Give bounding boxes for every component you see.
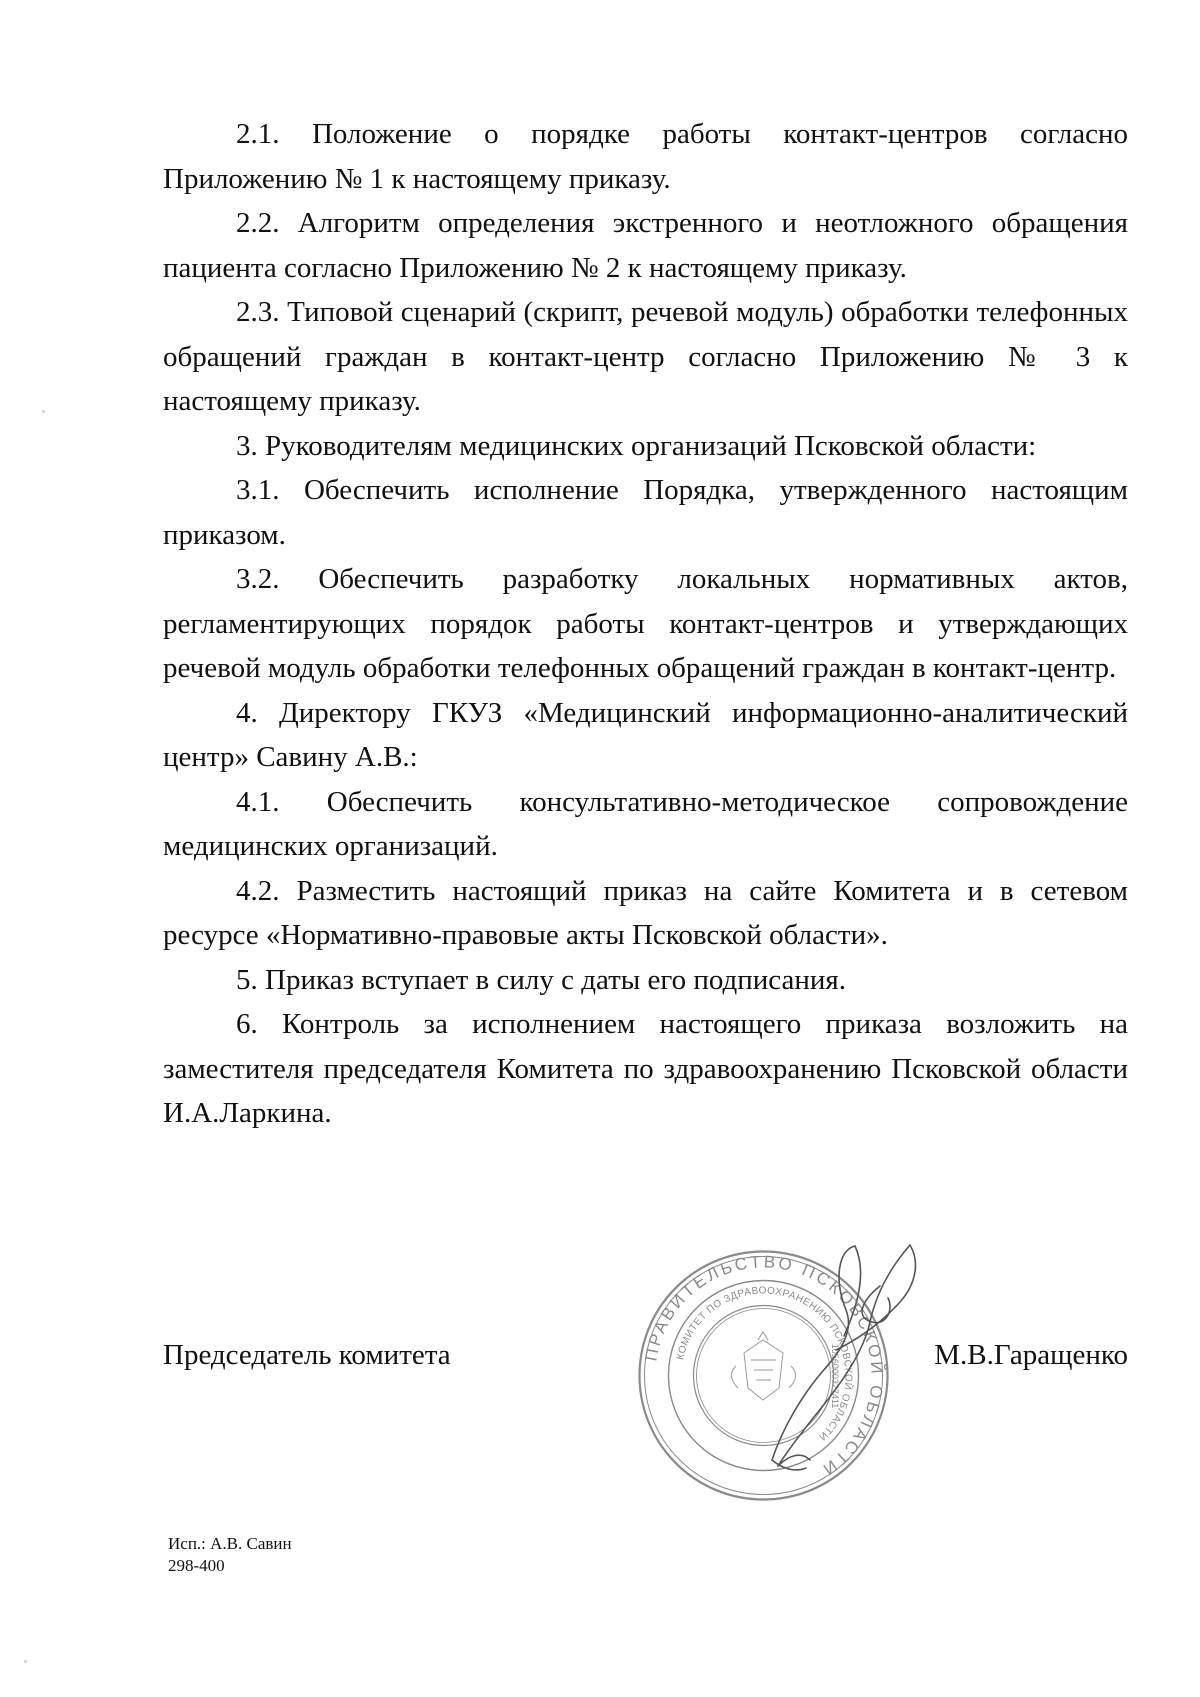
paragraph-3-1: 3.1. Обеспечить исполнение Порядка, утвержденного настоящим приказом. [163, 474, 1128, 551]
scan-speck [42, 410, 45, 413]
paragraph-3-2: 3.2. Обеспечить разработку локальных нормативных актов, регламентирующих порядок работы контакт-центров и утверждающих речевой модуль обработки телефонных обращений граждан в контакт-центр. [163, 563, 1128, 684]
paragraph-2-3: 2.3. Типовой сценарий (скрипт, речевой модуль) обработки телефонных обращений граждан в контакт-центр согласно Приложению № 3 к настоящему приказу. [163, 296, 1128, 417]
paragraph-5: 5. Приказ вступает в силу с даты его подписания. [236, 963, 847, 996]
document-body [163, 112, 1128, 1136]
signature-block [163, 1333, 1128, 1377]
paragraph-4-1: 4.1. Обеспечить консультативно-методическое сопровождение медицинских организаций. [163, 785, 1128, 862]
executor-phone: 298-400 [168, 1556, 225, 1575]
paragraph-4-2: 4.2. Разместить настоящий приказ на сайте Комитета и в сетевом ресурсе «Нормативно-правовые акты Псковской области». [163, 874, 1128, 951]
paragraph-4: 4. Директору ГКУЗ «Медицинский информационно-аналитический центр» Савину А.В.: [163, 696, 1128, 773]
paragraph-3: 3. Руководителям медицинских организаций Псковской области: [236, 429, 1037, 462]
signatory-name: М.В.Гаращенко [934, 1339, 1128, 1371]
paragraph-2-2: 2.2. Алгоритм определения экстренного и неотложного обращения пациента согласно Приложению № 2 к настоящему приказу. [163, 207, 1128, 284]
executor-name: Исп.: А.В. Савин [168, 1534, 292, 1553]
signatory-title: Председатель комитета [163, 1339, 451, 1371]
svg-text:ПРАВИТЕЛЬСТВО ПСКОВСКОЙ ОБЛАСТ: ПРАВИТЕЛЬСТВО ПСКОВСКОЙ ОБЛАСТИ [641, 1252, 887, 1481]
svg-text:1056000327411: 1056000327411 [830, 1343, 840, 1409]
paragraph-2-1: 2.1. Положение о порядке работы контакт-центров согласно Приложению № 1 к настоящему приказу. [163, 118, 1128, 195]
scan-speck [24, 1660, 27, 1663]
paragraph-6: 6. Контроль за исполнением настоящего приказа возложить на заместителя председателя Комитета по здравоохранению Псковской области И.А.Ларкина. [163, 1008, 1128, 1129]
executor-info [168, 1533, 292, 1577]
svg-text:КОМИТЕТ ПО ЗДРАВООХРАНЕНИЮ ПСК: КОМИТЕТ ПО ЗДРАВООХРАНЕНИЮ ПСКОВСКОЙ ОБЛАСТИ [675, 1285, 854, 1443]
